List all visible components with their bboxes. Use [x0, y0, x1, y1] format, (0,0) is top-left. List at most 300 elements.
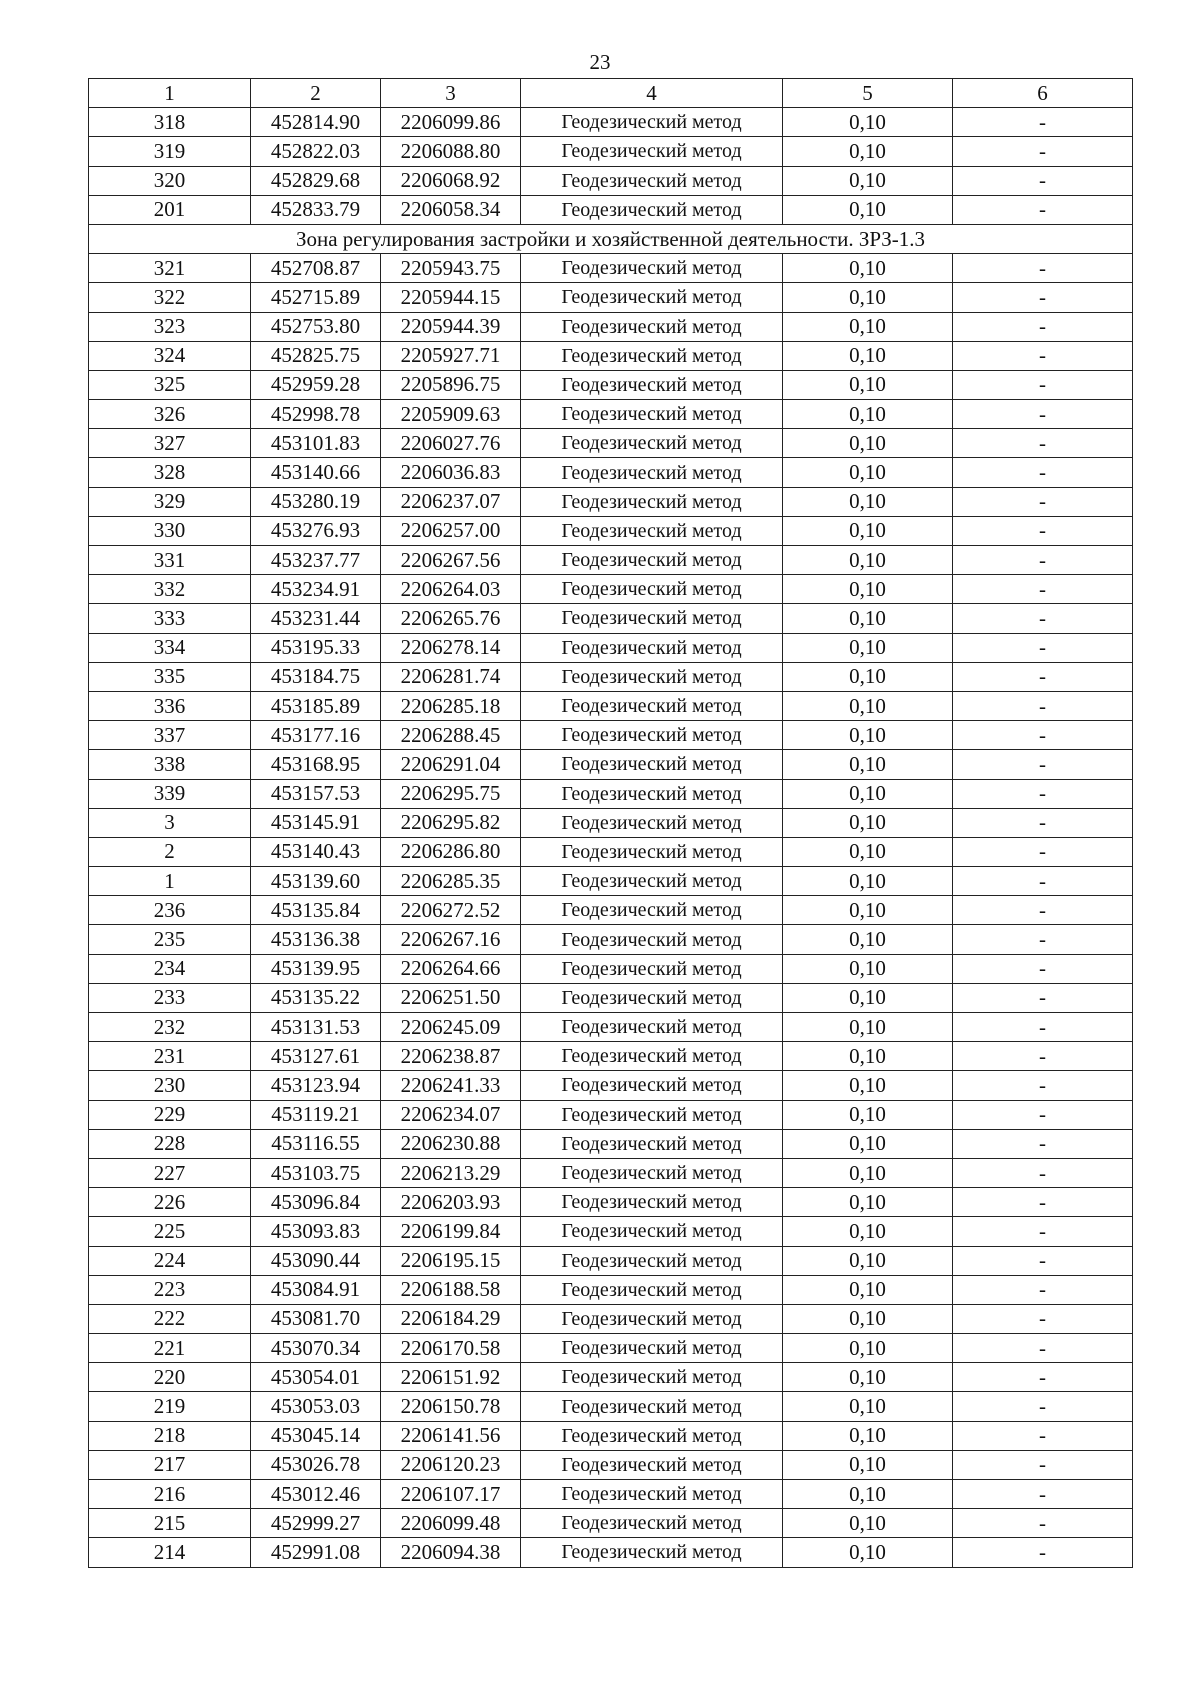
note-cell: -: [953, 1246, 1133, 1275]
note-cell: -: [953, 370, 1133, 399]
table-row: [89, 1334, 1133, 1363]
accuracy-cell: 0,10: [783, 896, 953, 925]
note-cell: -: [953, 1304, 1133, 1333]
x-coordinate-cell: 453280.19: [251, 487, 381, 516]
accuracy-cell: 0,10: [783, 954, 953, 983]
x-coordinate-cell: 452998.78: [251, 400, 381, 429]
method-cell: Геодезический метод: [521, 867, 783, 896]
point-number-cell: 331: [89, 546, 251, 575]
x-coordinate-cell: 453026.78: [251, 1450, 381, 1479]
x-coordinate-cell: 453276.93: [251, 516, 381, 545]
point-number-cell: 322: [89, 283, 251, 312]
accuracy-cell: 0,10: [783, 867, 953, 896]
note-cell: -: [953, 954, 1133, 983]
y-coordinate-cell: 2206094.38: [381, 1538, 521, 1567]
y-coordinate-cell: 2205943.75: [381, 254, 521, 283]
accuracy-cell: 0,10: [783, 1538, 953, 1567]
note-cell: -: [953, 575, 1133, 604]
point-number-cell: 327: [89, 429, 251, 458]
accuracy-cell: 0,10: [783, 487, 953, 516]
note-cell: -: [953, 808, 1133, 837]
accuracy-cell: 0,10: [783, 1275, 953, 1304]
table-row: [89, 108, 1133, 137]
accuracy-cell: 0,10: [783, 1013, 953, 1042]
method-cell: Геодезический метод: [521, 1246, 783, 1275]
point-number-cell: 201: [89, 195, 251, 224]
accuracy-cell: 0,10: [783, 370, 953, 399]
note-cell: -: [953, 283, 1133, 312]
point-number-cell: 226: [89, 1188, 251, 1217]
point-number-cell: 3: [89, 808, 251, 837]
point-number-cell: 329: [89, 487, 251, 516]
x-coordinate-cell: 452829.68: [251, 166, 381, 195]
note-cell: -: [953, 867, 1133, 896]
method-cell: Геодезический метод: [521, 254, 783, 283]
note-cell: -: [953, 896, 1133, 925]
accuracy-cell: 0,10: [783, 1392, 953, 1421]
accuracy-cell: 0,10: [783, 1100, 953, 1129]
method-cell: Геодезический метод: [521, 546, 783, 575]
method-cell: Геодезический метод: [521, 1392, 783, 1421]
y-coordinate-cell: 2206150.78: [381, 1392, 521, 1421]
x-coordinate-cell: 453157.53: [251, 779, 381, 808]
table-row: [89, 954, 1133, 983]
note-cell: -: [953, 312, 1133, 341]
note-cell: -: [953, 1158, 1133, 1187]
note-cell: -: [953, 691, 1133, 720]
x-coordinate-cell: 452715.89: [251, 283, 381, 312]
method-cell: Геодезический метод: [521, 1188, 783, 1217]
method-cell: Геодезический метод: [521, 1042, 783, 1071]
note-cell: -: [953, 195, 1133, 224]
table-row: [89, 633, 1133, 662]
table-row: [89, 1158, 1133, 1187]
x-coordinate-cell: 453012.46: [251, 1480, 381, 1509]
header-cell: 3: [381, 79, 521, 108]
method-cell: Геодезический метод: [521, 1129, 783, 1158]
point-number-cell: 332: [89, 575, 251, 604]
header-cell: 2: [251, 79, 381, 108]
method-cell: Геодезический метод: [521, 312, 783, 341]
method-cell: Геодезический метод: [521, 108, 783, 137]
point-number-cell: 225: [89, 1217, 251, 1246]
point-number-cell: 236: [89, 896, 251, 925]
accuracy-cell: 0,10: [783, 721, 953, 750]
accuracy-cell: 0,10: [783, 575, 953, 604]
accuracy-cell: 0,10: [783, 808, 953, 837]
method-cell: Геодезический метод: [521, 195, 783, 224]
y-coordinate-cell: 2206286.80: [381, 837, 521, 866]
point-number-cell: 2: [89, 837, 251, 866]
method-cell: Геодезический метод: [521, 837, 783, 866]
y-coordinate-cell: 2206264.03: [381, 575, 521, 604]
method-cell: Геодезический метод: [521, 983, 783, 1012]
table-row: [89, 721, 1133, 750]
point-number-cell: 330: [89, 516, 251, 545]
y-coordinate-cell: 2206068.92: [381, 166, 521, 195]
x-coordinate-cell: 453053.03: [251, 1392, 381, 1421]
x-coordinate-cell: 453045.14: [251, 1421, 381, 1450]
x-coordinate-cell: 453054.01: [251, 1363, 381, 1392]
accuracy-cell: 0,10: [783, 779, 953, 808]
x-coordinate-cell: 452822.03: [251, 137, 381, 166]
x-coordinate-cell: 452708.87: [251, 254, 381, 283]
y-coordinate-cell: 2206278.14: [381, 633, 521, 662]
method-cell: Геодезический метод: [521, 137, 783, 166]
table-row: [89, 1042, 1133, 1071]
note-cell: -: [953, 254, 1133, 283]
method-cell: Геодезический метод: [521, 429, 783, 458]
accuracy-cell: 0,10: [783, 662, 953, 691]
accuracy-cell: 0,10: [783, 925, 953, 954]
method-cell: Геодезический метод: [521, 400, 783, 429]
y-coordinate-cell: 2206213.29: [381, 1158, 521, 1187]
method-cell: Геодезический метод: [521, 691, 783, 720]
note-cell: -: [953, 166, 1133, 195]
table-row: [89, 1480, 1133, 1509]
y-coordinate-cell: 2206281.74: [381, 662, 521, 691]
y-coordinate-cell: 2206251.50: [381, 983, 521, 1012]
note-cell: -: [953, 925, 1133, 954]
method-cell: Геодезический метод: [521, 1071, 783, 1100]
y-coordinate-cell: 2206184.29: [381, 1304, 521, 1333]
y-coordinate-cell: 2206234.07: [381, 1100, 521, 1129]
method-cell: Геодезический метод: [521, 721, 783, 750]
table-row: [89, 370, 1133, 399]
accuracy-cell: 0,10: [783, 604, 953, 633]
point-number-cell: 216: [89, 1480, 251, 1509]
header-cell: 1: [89, 79, 251, 108]
table-row: [89, 137, 1133, 166]
x-coordinate-cell: 453140.66: [251, 458, 381, 487]
table-row: [89, 1217, 1133, 1246]
note-cell: -: [953, 546, 1133, 575]
note-cell: -: [953, 779, 1133, 808]
point-number-cell: 321: [89, 254, 251, 283]
y-coordinate-cell: 2206257.00: [381, 516, 521, 545]
point-number-cell: 319: [89, 137, 251, 166]
table-row: [89, 750, 1133, 779]
x-coordinate-cell: 453195.33: [251, 633, 381, 662]
point-number-cell: 335: [89, 662, 251, 691]
point-number-cell: 228: [89, 1129, 251, 1158]
x-coordinate-cell: 453093.83: [251, 1217, 381, 1246]
table-row: [89, 400, 1133, 429]
point-number-cell: 230: [89, 1071, 251, 1100]
y-coordinate-cell: 2206230.88: [381, 1129, 521, 1158]
note-cell: -: [953, 837, 1133, 866]
table-row: [89, 546, 1133, 575]
table-row: [89, 1450, 1133, 1479]
table-row: [89, 837, 1133, 866]
x-coordinate-cell: 453123.94: [251, 1071, 381, 1100]
point-number-cell: 318: [89, 108, 251, 137]
method-cell: Геодезический метод: [521, 1334, 783, 1363]
note-cell: -: [953, 750, 1133, 779]
point-number-cell: 227: [89, 1158, 251, 1187]
table-row: [89, 458, 1133, 487]
point-number-cell: 333: [89, 604, 251, 633]
table-row: [89, 1538, 1133, 1567]
method-cell: Геодезический метод: [521, 779, 783, 808]
accuracy-cell: 0,10: [783, 166, 953, 195]
x-coordinate-cell: 453139.60: [251, 867, 381, 896]
y-coordinate-cell: 2206264.66: [381, 954, 521, 983]
table-row: [89, 662, 1133, 691]
point-number-cell: 218: [89, 1421, 251, 1450]
table-row: [89, 604, 1133, 633]
x-coordinate-cell: 453237.77: [251, 546, 381, 575]
x-coordinate-cell: 453234.91: [251, 575, 381, 604]
point-number-cell: 326: [89, 400, 251, 429]
x-coordinate-cell: 453119.21: [251, 1100, 381, 1129]
accuracy-cell: 0,10: [783, 1042, 953, 1071]
section-title: Зона регулирования застройки и хозяйственной деятельности. ЗРЗ-1.3: [89, 224, 1133, 253]
y-coordinate-cell: 2205896.75: [381, 370, 521, 399]
note-cell: -: [953, 429, 1133, 458]
table-row: [89, 487, 1133, 516]
x-coordinate-cell: 453084.91: [251, 1275, 381, 1304]
table-row: [89, 1129, 1133, 1158]
y-coordinate-cell: 2206291.04: [381, 750, 521, 779]
note-cell: -: [953, 1013, 1133, 1042]
x-coordinate-cell: 453131.53: [251, 1013, 381, 1042]
y-coordinate-cell: 2206267.56: [381, 546, 521, 575]
accuracy-cell: 0,10: [783, 1509, 953, 1538]
method-cell: Геодезический метод: [521, 925, 783, 954]
x-coordinate-cell: 453096.84: [251, 1188, 381, 1217]
x-coordinate-cell: 453177.16: [251, 721, 381, 750]
method-cell: Геодезический метод: [521, 633, 783, 662]
note-cell: -: [953, 1275, 1133, 1304]
table-row: [89, 1304, 1133, 1333]
x-coordinate-cell: 453168.95: [251, 750, 381, 779]
table-row: [89, 983, 1133, 1012]
method-cell: Геодезический метод: [521, 1538, 783, 1567]
y-coordinate-cell: 2205944.39: [381, 312, 521, 341]
accuracy-cell: 0,10: [783, 1217, 953, 1246]
accuracy-cell: 0,10: [783, 983, 953, 1012]
accuracy-cell: 0,10: [783, 837, 953, 866]
table-row: [89, 195, 1133, 224]
method-cell: Геодезический метод: [521, 1421, 783, 1450]
x-coordinate-cell: 453140.43: [251, 837, 381, 866]
point-number-cell: 224: [89, 1246, 251, 1275]
note-cell: -: [953, 341, 1133, 370]
y-coordinate-cell: 2206036.83: [381, 458, 521, 487]
x-coordinate-cell: 453184.75: [251, 662, 381, 691]
method-cell: Геодезический метод: [521, 1363, 783, 1392]
y-coordinate-cell: 2206285.35: [381, 867, 521, 896]
y-coordinate-cell: 2206099.48: [381, 1509, 521, 1538]
y-coordinate-cell: 2205927.71: [381, 341, 521, 370]
method-cell: Геодезический метод: [521, 516, 783, 545]
x-coordinate-cell: 453136.38: [251, 925, 381, 954]
table-row: [89, 779, 1133, 808]
x-coordinate-cell: 453070.34: [251, 1334, 381, 1363]
point-number-cell: 1: [89, 867, 251, 896]
accuracy-cell: 0,10: [783, 546, 953, 575]
point-number-cell: 235: [89, 925, 251, 954]
accuracy-cell: 0,10: [783, 254, 953, 283]
y-coordinate-cell: 2206285.18: [381, 691, 521, 720]
point-number-cell: 233: [89, 983, 251, 1012]
y-coordinate-cell: 2206027.76: [381, 429, 521, 458]
accuracy-cell: 0,10: [783, 1334, 953, 1363]
note-cell: -: [953, 1334, 1133, 1363]
y-coordinate-cell: 2206272.52: [381, 896, 521, 925]
note-cell: -: [953, 400, 1133, 429]
y-coordinate-cell: 2206188.58: [381, 1275, 521, 1304]
point-number-cell: 234: [89, 954, 251, 983]
x-coordinate-cell: 453103.75: [251, 1158, 381, 1187]
point-number-cell: 232: [89, 1013, 251, 1042]
note-cell: -: [953, 516, 1133, 545]
point-number-cell: 221: [89, 1334, 251, 1363]
point-number-cell: 215: [89, 1509, 251, 1538]
accuracy-cell: 0,10: [783, 137, 953, 166]
accuracy-cell: 0,10: [783, 400, 953, 429]
y-coordinate-cell: 2206288.45: [381, 721, 521, 750]
point-number-cell: 223: [89, 1275, 251, 1304]
table-row: [89, 925, 1133, 954]
method-cell: Геодезический метод: [521, 1509, 783, 1538]
method-cell: Геодезический метод: [521, 1217, 783, 1246]
table-row: [89, 1363, 1133, 1392]
point-number-cell: 231: [89, 1042, 251, 1071]
note-cell: -: [953, 1129, 1133, 1158]
y-coordinate-cell: 2206058.34: [381, 195, 521, 224]
y-coordinate-cell: 2206238.87: [381, 1042, 521, 1071]
note-cell: -: [953, 721, 1133, 750]
point-number-cell: 323: [89, 312, 251, 341]
point-number-cell: 320: [89, 166, 251, 195]
x-coordinate-cell: 452959.28: [251, 370, 381, 399]
header-cell: 5: [783, 79, 953, 108]
y-coordinate-cell: 2206088.80: [381, 137, 521, 166]
x-coordinate-cell: 452999.27: [251, 1509, 381, 1538]
accuracy-cell: 0,10: [783, 283, 953, 312]
point-number-cell: 220: [89, 1363, 251, 1392]
accuracy-cell: 0,10: [783, 1421, 953, 1450]
accuracy-cell: 0,10: [783, 1480, 953, 1509]
accuracy-cell: 0,10: [783, 429, 953, 458]
x-coordinate-cell: 452825.75: [251, 341, 381, 370]
accuracy-cell: 0,10: [783, 312, 953, 341]
x-coordinate-cell: 453081.70: [251, 1304, 381, 1333]
note-cell: -: [953, 1392, 1133, 1421]
x-coordinate-cell: 453185.89: [251, 691, 381, 720]
table-row: [89, 166, 1133, 195]
method-cell: Геодезический метод: [521, 283, 783, 312]
table-row: [89, 691, 1133, 720]
x-coordinate-cell: 453231.44: [251, 604, 381, 633]
point-number-cell: 214: [89, 1538, 251, 1567]
table-row: [89, 1421, 1133, 1450]
y-coordinate-cell: 2206120.23: [381, 1450, 521, 1479]
point-number-cell: 334: [89, 633, 251, 662]
point-number-cell: 336: [89, 691, 251, 720]
y-coordinate-cell: 2206203.93: [381, 1188, 521, 1217]
accuracy-cell: 0,10: [783, 633, 953, 662]
accuracy-cell: 0,10: [783, 1188, 953, 1217]
table-row: [89, 1392, 1133, 1421]
accuracy-cell: 0,10: [783, 516, 953, 545]
x-coordinate-cell: 453135.22: [251, 983, 381, 1012]
x-coordinate-cell: 452753.80: [251, 312, 381, 341]
method-cell: Геодезический метод: [521, 808, 783, 837]
y-coordinate-cell: 2206295.75: [381, 779, 521, 808]
accuracy-cell: 0,10: [783, 1363, 953, 1392]
point-number-cell: 328: [89, 458, 251, 487]
section-row: [89, 224, 1133, 253]
y-coordinate-cell: 2206170.58: [381, 1334, 521, 1363]
method-cell: Геодезический метод: [521, 1275, 783, 1304]
y-coordinate-cell: 2206151.92: [381, 1363, 521, 1392]
table-row: [89, 1013, 1133, 1042]
note-cell: -: [953, 487, 1133, 516]
note-cell: -: [953, 662, 1133, 691]
x-coordinate-cell: 452833.79: [251, 195, 381, 224]
x-coordinate-cell: 452991.08: [251, 1538, 381, 1567]
method-cell: Геодезический метод: [521, 954, 783, 983]
note-cell: -: [953, 633, 1133, 662]
note-cell: -: [953, 1071, 1133, 1100]
x-coordinate-cell: 453101.83: [251, 429, 381, 458]
coordinates-table-body: [89, 79, 1133, 1568]
note-cell: -: [953, 1421, 1133, 1450]
table-row: [89, 896, 1133, 925]
accuracy-cell: 0,10: [783, 1304, 953, 1333]
method-cell: Геодезический метод: [521, 1100, 783, 1129]
header-cell: 4: [521, 79, 783, 108]
method-cell: Геодезический метод: [521, 166, 783, 195]
accuracy-cell: 0,10: [783, 1246, 953, 1275]
accuracy-cell: 0,10: [783, 691, 953, 720]
method-cell: Геодезический метод: [521, 575, 783, 604]
table-row: [89, 1246, 1133, 1275]
table-row: [89, 254, 1133, 283]
y-coordinate-cell: 2206195.15: [381, 1246, 521, 1275]
page-number: 23: [589, 50, 611, 74]
coordinates-table: [88, 78, 1133, 1568]
method-cell: Геодезический метод: [521, 750, 783, 779]
point-number-cell: 229: [89, 1100, 251, 1129]
method-cell: Геодезический метод: [521, 1013, 783, 1042]
point-number-cell: 324: [89, 341, 251, 370]
note-cell: -: [953, 108, 1133, 137]
point-number-cell: 339: [89, 779, 251, 808]
y-coordinate-cell: 2206245.09: [381, 1013, 521, 1042]
note-cell: -: [953, 1363, 1133, 1392]
table-row: [89, 575, 1133, 604]
x-coordinate-cell: 453145.91: [251, 808, 381, 837]
table-row: [89, 283, 1133, 312]
table-row: [89, 1275, 1133, 1304]
table-row: [89, 808, 1133, 837]
y-coordinate-cell: 2206237.07: [381, 487, 521, 516]
y-coordinate-cell: 2206295.82: [381, 808, 521, 837]
y-coordinate-cell: 2206099.86: [381, 108, 521, 137]
y-coordinate-cell: 2206267.16: [381, 925, 521, 954]
point-number-cell: 337: [89, 721, 251, 750]
method-cell: Геодезический метод: [521, 458, 783, 487]
accuracy-cell: 0,10: [783, 1450, 953, 1479]
note-cell: -: [953, 1217, 1133, 1246]
y-coordinate-cell: 2205909.63: [381, 400, 521, 429]
header-cell: 6: [953, 79, 1133, 108]
header-row: [89, 79, 1133, 108]
